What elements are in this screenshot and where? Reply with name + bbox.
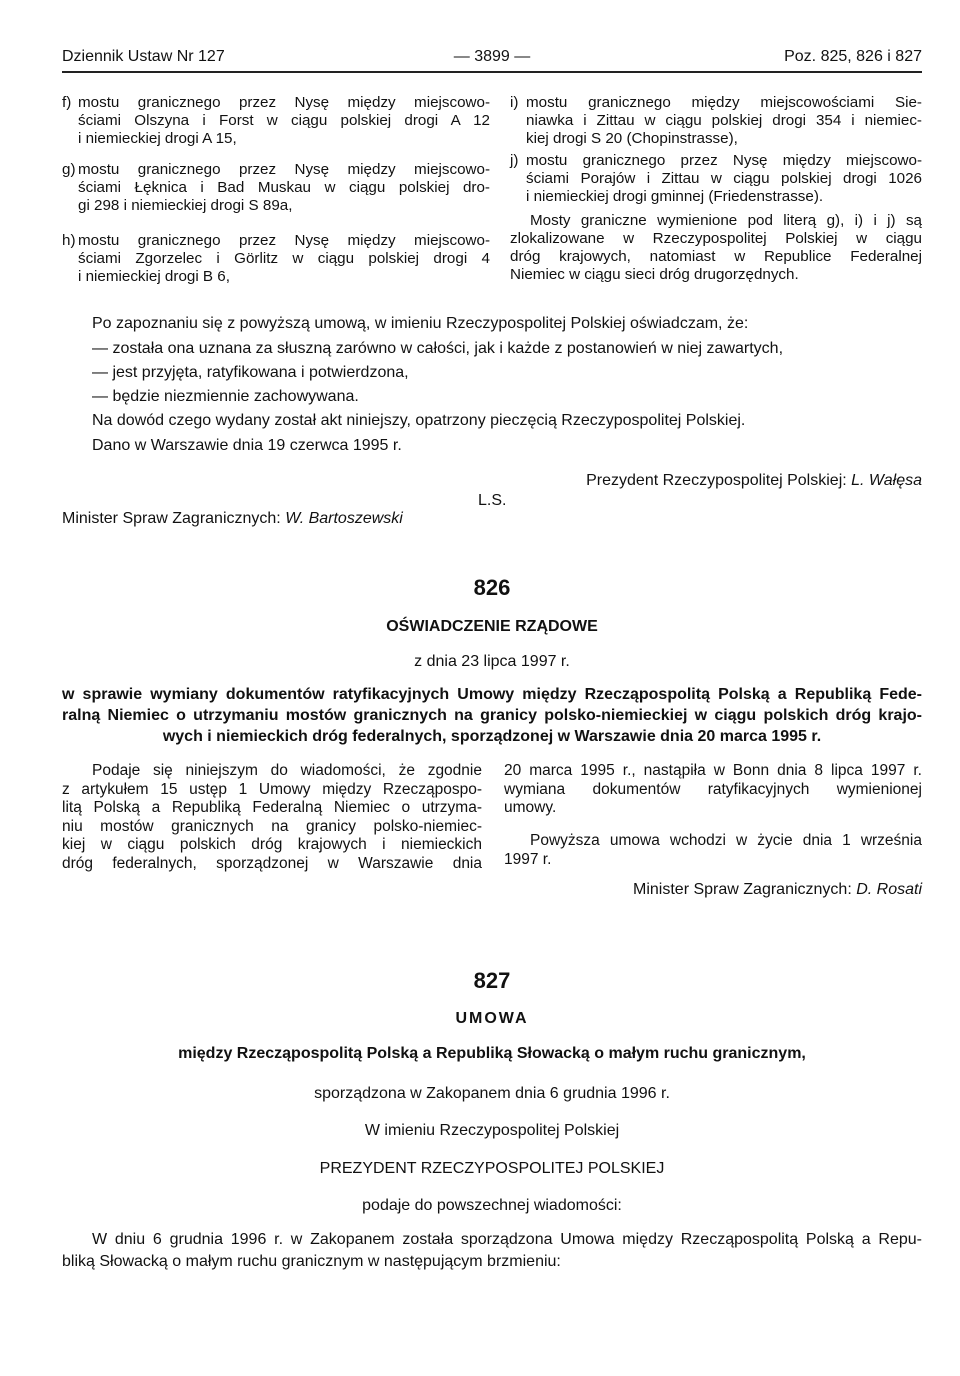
subject-line: wych i niemieckich dróg federalnych, sporządzonej w Warszawie dnia 20 marca 1995 r. — [162, 728, 822, 745]
president-signature — [586, 472, 922, 490]
para-line: 20 marca 1995 r., nastąpiła w Bonn dnia 8 lipca 1997 r. — [504, 762, 922, 779]
item-line: mostu granicznego między miejscowościami Sie- — [526, 94, 922, 111]
header-rule — [62, 71, 922, 73]
section-date-826: z dnia 23 lipca 1997 r. — [414, 653, 570, 670]
para-line: Mosty graniczne wymienione pod literą g), i) i j) są — [530, 212, 922, 229]
para-line: niu mostów granicznych na granicy polsko-niemiec- — [62, 817, 482, 835]
agreement-made: sporządzona w Zakopanem dnia 6 grudnia 1996 r. — [314, 1085, 670, 1102]
declaration-date: Dano w Warszawie dnia 19 czerwca 1995 r. — [92, 437, 402, 454]
para-line: dróg krajowych, natomiast w Republice Federalnej — [510, 248, 922, 265]
item-label: f) — [62, 94, 72, 111]
declaration-point: — jest przyjęta, ratyfikowana i potwierdzona, — [92, 364, 409, 381]
agreement-subject: między Rzecząpospolitą Polską a Republiką Słowacką o małym ruchu granicznym, — [178, 1045, 806, 1062]
intro-line: bliką Słowacką o małym ruchu granicznym w następującym brzmieniu: — [62, 1253, 561, 1270]
item-line: ściami Porajów i Zittau w ciągu polskiej drogi 1026 — [526, 170, 922, 187]
declaration-point: — będzie niezmiennie zachowywana. — [92, 388, 359, 405]
bridges-paragraph — [510, 212, 922, 284]
section-title-827: UMOWA — [455, 1010, 529, 1027]
para-line: z artykułem 15 ustęp 1 Umowy między Rzecząpospo- — [62, 780, 482, 798]
signature-name: W. Bartoszewski — [285, 510, 403, 527]
announce-line: podaje do powszechnej wiadomości: — [362, 1197, 622, 1214]
declaration-seal-line: Na dowód czego wydany został akt niniejszy, opatrzony pieczęcią Rzeczypospolitej Polskiej. — [92, 412, 746, 429]
item-line: i niemieckiej drogi gminnej (Friedenstrasse). — [526, 188, 824, 205]
item-line: mostu granicznego przez Nysę między miejscowo- — [526, 152, 922, 169]
para-line: kiej w ciągu polskich dróg krajowych i niemieckich — [62, 836, 482, 853]
item-line: i niemieckiej drogi A 15, — [78, 130, 237, 147]
item-line: ściami Zgorzelec i Görlitz w ciągu polskiej drogi 4 — [78, 250, 490, 267]
seal-ls: L.S. — [478, 492, 507, 509]
item-line: gi 298 i niemieckiej drogi S 89a, — [78, 197, 293, 214]
item-line: i niemieckiej drogi B 6, — [78, 268, 230, 285]
para-line: 1997 r. — [504, 850, 552, 868]
item-line: ściami Łęknica i Bad Muskau w ciągu polskiej dro- — [78, 179, 490, 196]
on-behalf: W imieniu Rzeczypospolitej Polskiej — [364, 1122, 620, 1139]
item-line: mostu granicznego przez Nysę między miejscowo- — [78, 161, 490, 178]
para-line: dróg federalnych, sporządzonej w Warszawie dnia — [62, 854, 482, 872]
page-number: — 3899 — — [453, 48, 531, 65]
journal-title: Dziennik Ustaw Nr 127 — [62, 48, 225, 65]
notice-right-column — [504, 762, 922, 818]
declaration-intro: Po zapoznaniu się z powyższą umową, w imieniu Rzeczypospolitej Polskiej oświadczam, że: — [92, 315, 749, 332]
list-item-f — [62, 94, 490, 148]
para-line: Podaje się niniejszym do wiadomości, że zgodnie — [92, 762, 482, 779]
signature-name: D. Rosati — [856, 881, 922, 898]
effective-paragraph — [504, 832, 922, 869]
intro-line: W dniu 6 grudnia 1996 r. w Zakopanem została sporządzona Umowa między Rzecząpospolitą Polską a Repu- — [92, 1231, 922, 1248]
item-line: niawka i Zittau w ciągu polskiej drogi 354 i niemiec- — [526, 112, 922, 129]
notice-left-column — [62, 762, 482, 873]
list-item-j — [510, 152, 922, 206]
section-title-826: OŚWIADCZENIE RZĄDOWE — [386, 618, 598, 635]
item-line: kiej drogi S 20 (Chopinstrasse), — [526, 130, 738, 147]
subject-line: w sprawie wymiany dokumentów ratyfikacyjnych Umowy między Rzecząpospolitą Polską a Republiką Fede- — [62, 686, 922, 703]
item-label: j) — [510, 152, 519, 169]
position-numbers: Poz. 825, 826 i 827 — [784, 48, 922, 65]
item-label: h) — [62, 232, 76, 249]
subject-line: ralną Niemiec o utrzymaniu mostów granicznych na granicy polsko-niemieckiej w ciągu polskich dróg krajo- — [62, 707, 922, 724]
signature-label: Minister Spraw Zagranicznych: — [62, 510, 286, 527]
minister-signature — [62, 510, 403, 528]
para-line: Powyższa umowa wchodzi w życie dnia 1 września — [530, 832, 922, 849]
list-item-h — [62, 232, 490, 286]
president-heading: PREZYDENT RZECZYPOSPOLITEJ POLSKIEJ — [319, 1160, 665, 1177]
section-number-826: 826 — [473, 575, 511, 600]
list-item-g — [62, 161, 490, 215]
para-line: wymiana dokumentów ratyfikacyjnych wymienionej — [504, 780, 922, 798]
item-label: g) — [62, 161, 76, 178]
para-line: umowy. — [504, 799, 557, 816]
item-line: ściami Olszyna i Forst w ciągu polskiej drogi A 12 — [78, 112, 490, 129]
minister-signature-826 — [633, 881, 922, 899]
para-line: zlokalizowane w Rzeczypospolitej Polskiej w ciągu — [510, 230, 922, 247]
para-line: litą Polską a Republiką Federalną Niemiec o utrzyma- — [62, 799, 482, 816]
list-item-i — [510, 94, 922, 148]
item-line: mostu granicznego przez Nysę między miejscowo- — [78, 94, 490, 111]
declaration-point: — została ona uznana za słuszną zarówno w całości, jak i każde z postanowień w niej zawartych, — [92, 340, 784, 357]
item-label: i) — [510, 94, 519, 111]
item-line: mostu granicznego przez Nysę między miejscowo- — [78, 232, 490, 249]
signature-label: Prezydent Rzeczypospolitej Polskiej: — [586, 472, 852, 489]
section-number-827: 827 — [473, 968, 511, 993]
signature-name: L. Wałęsa — [851, 472, 922, 489]
para-line: Niemiec w ciągu sieci dróg drugorzędnych. — [510, 266, 799, 283]
signature-label: Minister Spraw Zagranicznych: — [633, 881, 857, 898]
